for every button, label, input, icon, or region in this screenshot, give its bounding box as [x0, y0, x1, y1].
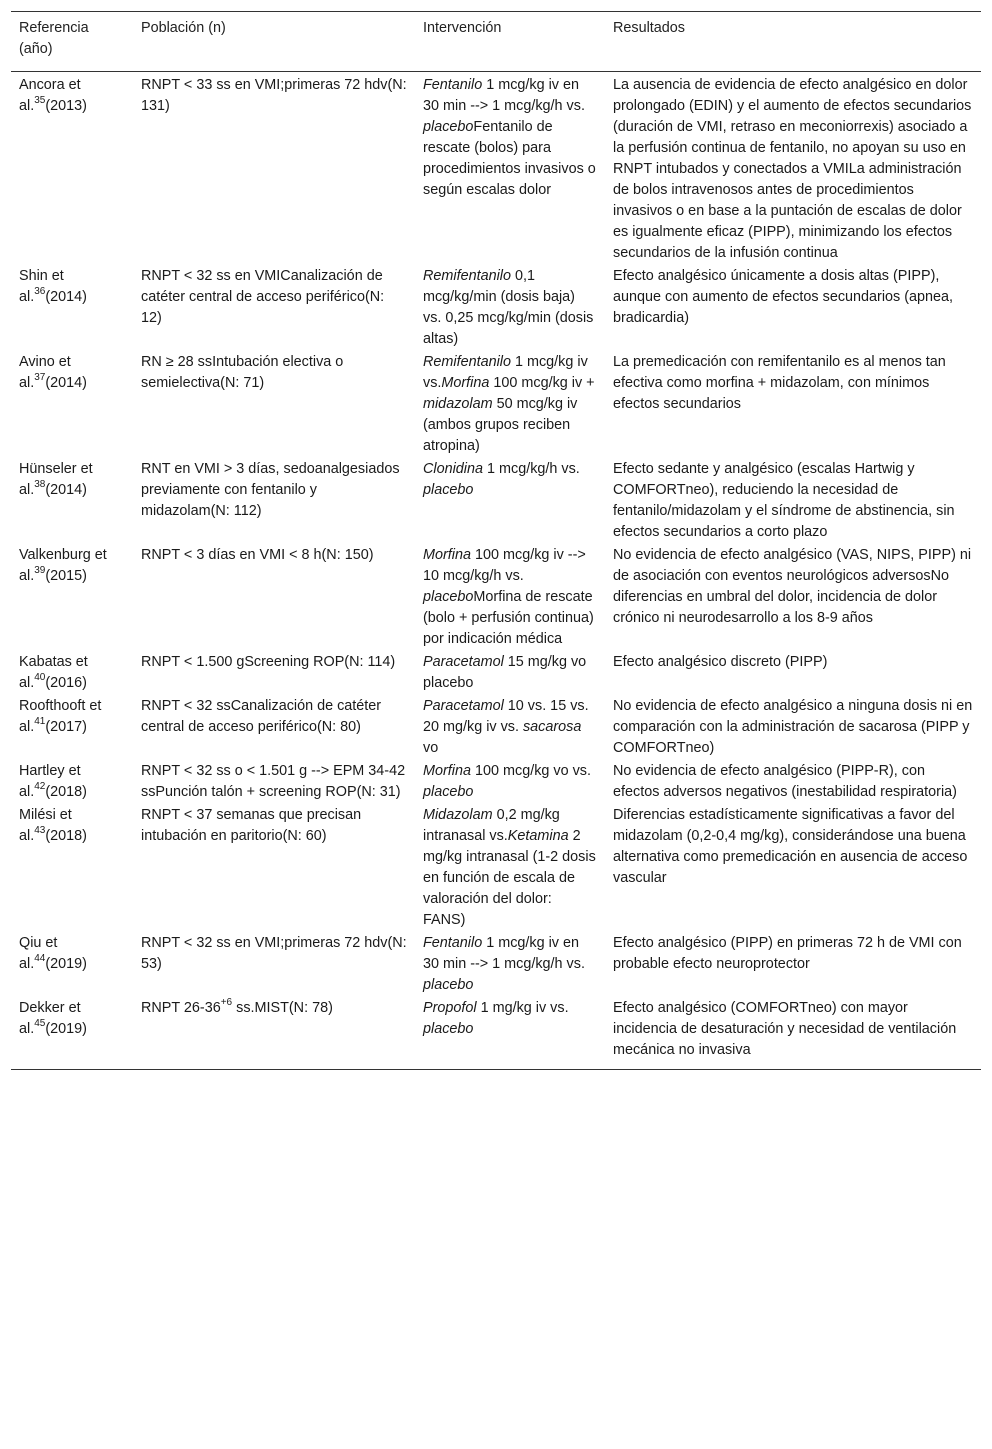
text-segment: 10 vs. 15 vs. 20 mg/kg iv vs. [423, 698, 589, 735]
population-cell: RNPT < 32 ssCanalización de catéter central de acceso periférico(N: 80) [141, 698, 382, 735]
header-intervencion: Intervención [415, 12, 605, 72]
italic-term: placebo [423, 1021, 474, 1037]
reference-author: Roofthooft et al. [19, 698, 102, 735]
population-cell: RNPT < 1.500 gScreening ROP(N: 114) [141, 654, 396, 670]
table-row [11, 933, 981, 998]
italic-term: midazolam [423, 396, 493, 412]
population-cell: RNPT < 32 ss o < 1.501 g --> EPM 34-42 ssPunción talón + screening ROP(N: 31) [141, 763, 406, 800]
italic-term: Fentanilo [423, 77, 483, 93]
table-row [11, 998, 981, 1070]
reference-cell [11, 998, 133, 1070]
table-row [11, 459, 981, 545]
table-row [11, 761, 981, 805]
italic-term: placebo [423, 977, 474, 993]
reference-year: (2014) [45, 289, 87, 305]
reference-author: Dekker et al. [19, 1000, 81, 1037]
reference-number: 44 [34, 953, 46, 965]
reference-year: (2018) [45, 828, 87, 844]
italic-term: Remifentanilo [423, 268, 511, 284]
text-segment: 100 mcg/kg iv + [489, 375, 595, 391]
table-row [11, 266, 981, 352]
reference-author: Kabatas et al. [19, 654, 88, 691]
reference-number: 38 [34, 479, 46, 491]
italic-term: placebo [423, 784, 474, 800]
intervention-cell [415, 266, 605, 352]
reference-author: Hartley et al. [19, 763, 81, 800]
italic-term: Paracetamol [423, 654, 504, 670]
reference-cell [11, 652, 133, 696]
italic-term: Clonidina [423, 461, 484, 477]
results-cell: Efecto analgésico únicamente a dosis altas (PIPP), aunque con aumento de efectos secundarios (apnea, bradicardia) [613, 268, 954, 326]
intervention-cell [415, 761, 605, 805]
reference-cell [11, 72, 133, 267]
reference-number: 35 [34, 95, 46, 107]
reference-year: (2014) [45, 375, 87, 391]
reference-year: (2019) [45, 956, 87, 972]
reference-number: 40 [34, 672, 46, 684]
reference-cell [11, 761, 133, 805]
italic-term: placebo [423, 589, 474, 605]
intervention-cell [415, 652, 605, 696]
text-segment: ss.MIST(N: 78) [232, 1000, 333, 1016]
population-cell: RNPT < 33 ss en VMI;primeras 72 hdv(N: 131) [141, 77, 407, 114]
reference-author: Avino et al. [19, 354, 71, 391]
population-cell: RNPT < 37 semanas que precisan intubación en paritorio(N: 60) [141, 807, 362, 844]
population-cell [133, 998, 415, 1070]
population-cell: RNPT < 3 días en VMI < 8 h(N: 150) [141, 547, 374, 563]
reference-cell [11, 805, 133, 933]
italic-term: Midazolam [423, 807, 493, 823]
reference-number: 39 [34, 565, 46, 577]
reference-year: (2018) [45, 784, 87, 800]
table-body [11, 72, 981, 1070]
intervention-cell [415, 933, 605, 998]
header-referencia: Referencia (año) [11, 12, 133, 72]
reference-cell [11, 545, 133, 652]
intervention-cell [415, 459, 605, 545]
text-segment: 1 mcg/kg/h vs. [483, 461, 580, 477]
results-cell: Efecto sedante y analgésico (escalas Hartwig y COMFORTneo), reduciendo la necesidad de fentanilo/midazolam y el síndrome de abstinencia, sin efectos secundarios a corto plazo [613, 461, 955, 540]
results-cell: No evidencia de efecto analgésico (PIPP-R), con efectos adversos negativos (inestabilidad respiratoria) [613, 763, 957, 800]
text-segment: vo [423, 740, 439, 756]
reference-author: Hünseler et al. [19, 461, 93, 498]
superscript: +6 [220, 997, 233, 1009]
reference-author: Milési et al. [19, 807, 72, 844]
reference-number: 45 [34, 1018, 46, 1030]
reference-number: 41 [34, 716, 46, 728]
header-poblacion: Población (n) [133, 12, 415, 72]
reference-number: 37 [34, 372, 46, 384]
header-row [11, 12, 981, 72]
text-segment: 100 mcg/kg vo vs. [471, 763, 591, 779]
results-cell: Efecto analgésico (PIPP) en primeras 72 h de VMI con probable efecto neuroprotector [613, 935, 962, 972]
reference-author: Ancora et al. [19, 77, 81, 114]
intervention-cell [415, 545, 605, 652]
intervention-cell [415, 998, 605, 1070]
reference-number: 42 [34, 781, 46, 793]
text-segment: 0,1 mcg/kg/min (dosis baja) vs. 0,25 mcg/kg/min (dosis altas) [423, 268, 594, 347]
text-segment: 0,2 mg/kg intranasal vs. [423, 807, 560, 844]
results-cell: La premedicación con remifentanilo es al menos tan efectiva como morfina + midazolam, con mínimos efectos secundarios [613, 354, 946, 412]
table-row [11, 545, 981, 652]
results-cell: No evidencia de efecto analgésico (VAS, NIPS, PIPP) ni de asociación con eventos neurológicos adversosNo diferencias en umbral del dolor, incidencia de dolor crónico ni neurodesarrollo a los 8-9 años [613, 547, 972, 626]
intervention-cell [415, 352, 605, 459]
header-resultados: Resultados [605, 12, 981, 72]
results-cell: La ausencia de evidencia de efecto analgésico en dolor prolongado (EDIN) y el aumento de efectos secundarios (duración de VMI, retraso en meconiorrexis) asociado a la perfusión continua de fentanilo, no apoyan su uso en RNPT intubados y conectados a VMILa administración de bolos intravenosos antes de procedimientos invasivos o en base a la puntación de escalas de dolor es igualmente eficaz (PIPP), minimizando los efectos secundarios de la infusión continua [613, 77, 972, 261]
text-segment: Fentanilo de rescate (bolos) para procedimientos invasivos o según escalas dolor [423, 119, 596, 198]
reference-cell [11, 459, 133, 545]
evidence-table [11, 11, 981, 1070]
italic-term: Morfina [423, 763, 471, 779]
text-segment: 100 mcg/kg iv --> 10 mcg/kg/h vs. [423, 547, 586, 584]
text-segment: RNPT 26-36 [141, 1000, 221, 1016]
reference-cell [11, 266, 133, 352]
results-cell: Diferencias estadísticamente significativas a favor del midazolam (0,2-0,4 mg/kg), considerándose una buena alternativa como premedicación en ausencia de acceso vascular [613, 807, 968, 886]
reference-author: Qiu et al. [19, 935, 58, 972]
population-cell: RNT en VMI > 3 días, sedoanalgesiados previamente con fentanilo y midazolam(N: 112) [141, 461, 400, 519]
table-row [11, 72, 981, 267]
italic-term: Morfina [423, 547, 471, 563]
text-segment: 1 mcg/kg iv vs. [423, 354, 588, 391]
italic-term: Paracetamol [423, 698, 504, 714]
italic-term: placebo [423, 119, 474, 135]
text-segment: 1 mcg/kg iv en 30 min --> 1 mcg/kg/h vs. [423, 935, 585, 972]
reference-year: (2014) [45, 482, 87, 498]
reference-year: (2013) [45, 98, 87, 114]
italic-term: placebo [423, 482, 474, 498]
reference-number: 43 [34, 825, 46, 837]
text-segment: 50 mcg/kg iv (ambos grupos reciben atropina) [423, 396, 578, 454]
text-segment: Morfina de rescate (bolo + perfusión continua) por indicación médica [423, 589, 594, 647]
reference-year: (2016) [45, 675, 87, 691]
reference-cell [11, 696, 133, 761]
intervention-cell [415, 72, 605, 267]
results-cell: Efecto analgésico (COMFORTneo) con mayor incidencia de desaturación y necesidad de ventilación mecánica no invasiva [605, 998, 981, 1070]
reference-number: 36 [34, 286, 46, 298]
italic-term: sacarosa [522, 719, 582, 735]
results-cell: Efecto analgésico discreto (PIPP) [613, 654, 828, 670]
italic-term: Ketamina [507, 828, 569, 844]
intervention-cell [415, 696, 605, 761]
results-cell: No evidencia de efecto analgésico a ninguna dosis ni en comparación con la administración de sacarosa (PIPP y COMFORTneo) [613, 698, 973, 756]
reference-author: Valkenburg et al. [19, 547, 107, 584]
table-row [11, 352, 981, 459]
reference-cell [11, 352, 133, 459]
text-segment: 2 mg/kg intranasal (1-2 dosis en función de escala de valoración del dolor: FANS) [423, 828, 596, 928]
italic-term: Propofol [423, 1000, 477, 1016]
population-cell: RNPT < 32 ss en VMICanalización de catéter central de acceso periférico(N: 12) [141, 268, 385, 326]
table-row [11, 652, 981, 696]
text-segment: 15 mg/kg vo placebo [423, 654, 587, 691]
reference-year: (2017) [45, 719, 87, 735]
intervention-cell [415, 805, 605, 933]
table-row [11, 696, 981, 761]
population-cell: RN ≥ 28 ssIntubación electiva o semielectiva(N: 71) [141, 354, 344, 391]
table-row [11, 805, 981, 933]
reference-author: Shin et al. [19, 268, 64, 305]
text-segment: 1 mcg/kg iv en 30 min --> 1 mcg/kg/h vs. [423, 77, 585, 114]
reference-year: (2015) [45, 568, 87, 584]
italic-term: Morfina [441, 375, 490, 391]
text-segment: 1 mg/kg iv vs. [476, 1000, 569, 1016]
reference-year: (2019) [45, 1021, 87, 1037]
italic-term: Fentanilo [423, 935, 483, 951]
reference-cell [11, 933, 133, 998]
italic-term: Remifentanilo [423, 354, 511, 370]
population-cell: RNPT < 32 ss en VMI;primeras 72 hdv(N: 53) [141, 935, 407, 972]
